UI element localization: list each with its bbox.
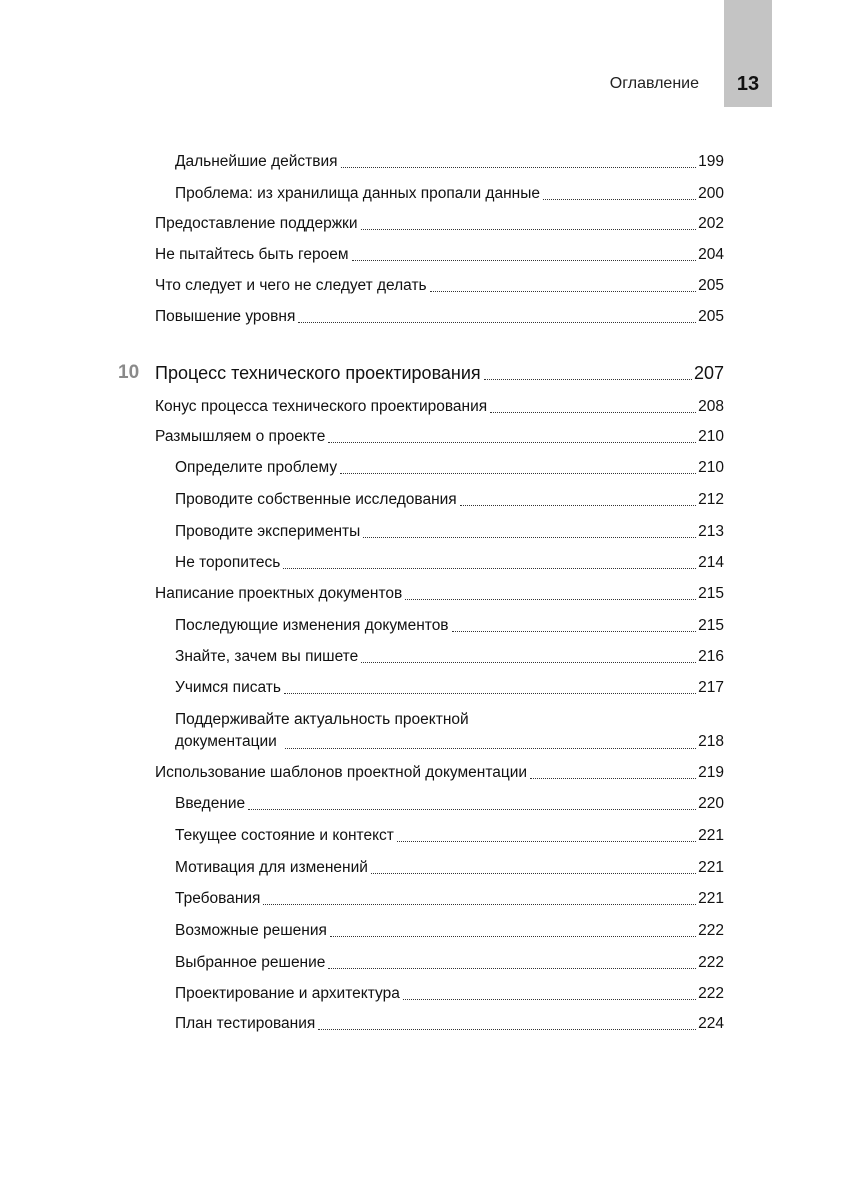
toc-entry[interactable] (175, 553, 724, 573)
page-number: 13 (736, 73, 760, 95)
toc-entry-page: 222 (698, 922, 724, 939)
dot-leader (361, 662, 696, 663)
toc-entry-page: 215 (698, 585, 724, 602)
toc-entry-title: Определите проблему (175, 459, 338, 476)
toc-entry-page: 212 (698, 491, 724, 508)
toc-entry-title: Возможные решения (175, 922, 327, 939)
toc-entry-title-line1: Поддерживайте актуальность проектной (175, 711, 469, 728)
running-title: Оглавление (609, 75, 699, 92)
dot-leader (248, 809, 696, 810)
dot-leader (397, 841, 696, 842)
toc-entry[interactable] (175, 794, 724, 814)
dot-leader (263, 904, 696, 905)
toc-entry-page: 220 (698, 795, 724, 812)
toc-entry-page: 213 (698, 523, 724, 540)
dot-leader (330, 936, 696, 937)
toc-entry-title: Мотивация для изменений (175, 859, 368, 876)
toc-entry-title: Что следует и чего не следует делать (155, 277, 427, 294)
dot-leader (452, 631, 697, 632)
toc-entry-title: Написание проектных документов (155, 585, 403, 602)
toc-entry-page: 216 (698, 648, 724, 665)
toc-entry[interactable] (175, 1014, 724, 1034)
toc-chapter-entry[interactable] (155, 362, 724, 384)
toc-entry[interactable] (155, 307, 724, 327)
toc-entry-page: 221 (698, 890, 724, 907)
dot-leader (530, 778, 696, 779)
toc-entry[interactable] (175, 678, 724, 698)
chapter-page: 207 (693, 363, 724, 383)
dot-leader (341, 167, 697, 168)
dot-leader (490, 412, 696, 413)
toc-entry-page: 199 (698, 153, 724, 170)
toc-entry-title-line2: документации (175, 733, 277, 750)
toc-entry[interactable] (175, 522, 724, 542)
toc-entry[interactable] (155, 245, 724, 265)
toc-entry-title: Введение (175, 795, 246, 812)
dot-leader (328, 968, 696, 969)
toc-entry-page: 215 (698, 617, 724, 634)
toc-entry-title: Не пытайтесь быть героем (155, 246, 349, 263)
toc-entry-page: 221 (698, 859, 724, 876)
toc-entry-title: Дальнейшие действия (175, 153, 338, 170)
dot-leader (371, 873, 696, 874)
toc-entry-title: Учимся писать (175, 679, 281, 696)
toc-entry[interactable] (175, 858, 724, 878)
toc-entry[interactable] (175, 152, 724, 172)
dot-leader (405, 599, 696, 600)
toc-entry-page: 200 (698, 185, 724, 202)
dot-leader (340, 473, 696, 474)
dot-leader (403, 999, 696, 1000)
dot-leader (484, 379, 692, 380)
dot-leader (283, 568, 696, 569)
toc-entry-page: 210 (698, 459, 724, 476)
toc-entry[interactable] (175, 953, 724, 973)
toc-entry-page: 218 (698, 733, 724, 750)
toc-entry[interactable] (175, 616, 724, 636)
toc-entry[interactable] (175, 826, 724, 846)
toc-entry-title: Проблема: из хранилища данных пропали данные (175, 185, 540, 202)
toc-entry[interactable] (175, 458, 724, 478)
dot-leader (318, 1029, 696, 1030)
dot-leader (363, 537, 696, 538)
toc-entry-title: Выбранное решение (175, 954, 326, 971)
toc-entry-page: 205 (698, 308, 724, 325)
toc-entry[interactable] (175, 984, 724, 1004)
toc-entry-title: Последующие изменения документов (175, 617, 449, 634)
toc-entry[interactable] (155, 427, 724, 447)
toc-entry-title: Знайте, зачем вы пишете (175, 648, 359, 665)
chapter-title: Процесс технического проектирования (155, 363, 481, 383)
dot-leader (298, 322, 696, 323)
toc-entry-page: 219 (698, 764, 724, 781)
dot-leader (543, 199, 696, 200)
toc-entry-title: Проводите собственные исследования (175, 491, 457, 508)
toc-entry-page: 204 (698, 246, 724, 263)
toc-entry[interactable] (175, 184, 724, 204)
toc-entry-title: Использование шаблонов проектной документации (155, 764, 528, 781)
toc-entry-title: Конус процесса технического проектирования (155, 398, 488, 415)
toc-entry-title: Проводите эксперименты (175, 523, 361, 540)
toc-entry-page: 217 (698, 679, 724, 696)
toc-entry-page: 224 (698, 1015, 724, 1032)
toc-entry-page: 222 (698, 985, 724, 1002)
toc-entry-title: Предоставление поддержки (155, 215, 358, 232)
toc-entry[interactable] (175, 490, 724, 510)
toc-entry-multiline[interactable] (175, 709, 724, 753)
dot-leader (352, 260, 697, 261)
toc-entry-title: Текущее состояние и контекст (175, 827, 394, 844)
toc-entry[interactable] (155, 763, 724, 783)
toc-entry-page: 202 (698, 215, 724, 232)
toc-entry-page: 214 (698, 554, 724, 571)
toc-entry[interactable] (175, 889, 724, 909)
dot-leader (460, 505, 696, 506)
toc-entry-title: Проектирование и архитектура (175, 985, 400, 1002)
toc-entry-title: Повышение уровня (155, 308, 296, 325)
toc-entry[interactable] (175, 647, 724, 667)
toc-entry[interactable] (155, 397, 724, 417)
dot-leader (285, 748, 696, 749)
toc-entry-title: Требования (175, 890, 261, 907)
chapter-number: 10 (118, 362, 140, 383)
dot-leader (328, 442, 696, 443)
toc-entry-title: План тестирования (175, 1015, 316, 1032)
toc-entry-title: Размышляем о проекте (155, 428, 326, 445)
toc-entry-page: 221 (698, 827, 724, 844)
dot-leader (284, 693, 696, 694)
toc-entry[interactable] (155, 584, 724, 604)
toc-entry-page: 210 (698, 428, 724, 445)
dot-leader (361, 229, 697, 230)
toc-entry[interactable] (175, 921, 724, 941)
toc-entry-title: Не торопитесь (175, 554, 281, 571)
toc-entry[interactable] (155, 214, 724, 234)
toc-entry-page: 222 (698, 954, 724, 971)
dot-leader (430, 291, 696, 292)
toc-entry-page: 205 (698, 277, 724, 294)
toc-entry-page: 208 (698, 398, 724, 415)
toc-entry[interactable] (155, 276, 724, 296)
